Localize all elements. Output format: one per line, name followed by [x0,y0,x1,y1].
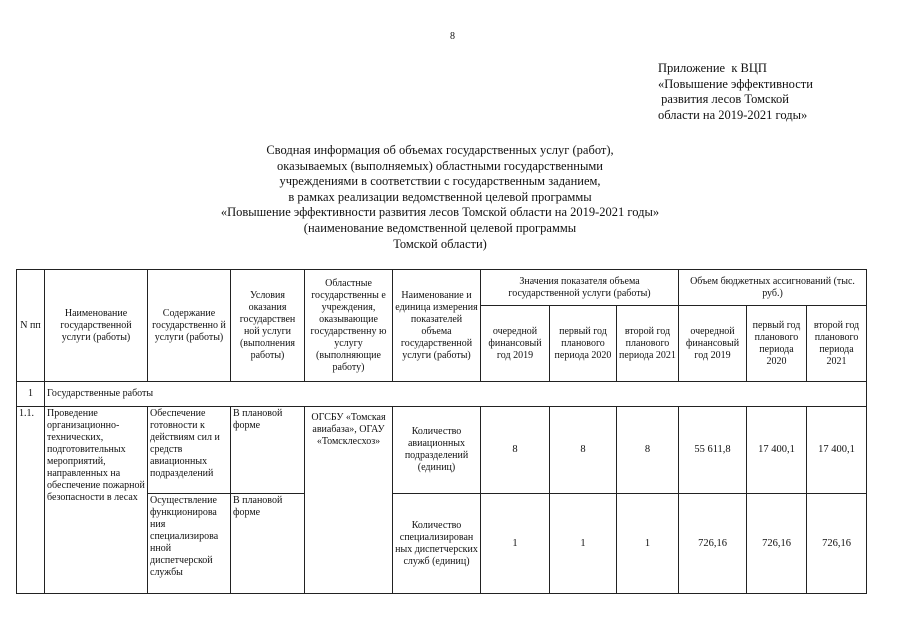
title-line: Сводная информация об объемах государственных услуг (работ), [266,143,614,157]
title-line: Томской области) [393,236,487,251]
header-institutions: Областные государственны е учреждения, оказывающие государственну ю услугу (выполняющие работу) [305,270,393,382]
budget-2021: 17 400,1 [807,407,867,494]
appendix-line: развития лесов Томской [658,92,789,106]
services-table [16,269,867,594]
appendix-line: «Повышение эффективности [658,76,813,91]
header-year-2020: первый год планового периода 2020 [550,306,617,382]
appendix-line: области на 2019-2021 годы» [658,107,808,122]
header-num: N пп [17,270,45,382]
header-service-name: Наименование государственной услуги (работы) [45,270,148,382]
document-title [0,143,880,252]
page-number: 8 [450,31,455,42]
value-2019: 8 [481,407,550,494]
budget-2019: 726,16 [679,494,747,594]
header-year-2021: второй год планового периода 2021 [617,306,679,382]
value-2020: 8 [550,407,617,494]
header-content: Содержание государственно й услуги (работы) [148,270,231,382]
title-line: в рамках реализации ведомственной целевой программы [288,189,592,204]
header-indicator: Наименование и единица измерения показателей объема государственной услуги (работы) [393,270,481,382]
header-budget-2020: первый год планового периода 2020 [747,306,807,382]
section-num: 1 [17,382,45,407]
row-indicator: Количество авиационных подразделений (единиц) [393,407,481,494]
appendix-note [658,61,813,123]
row-indicator: Количество специализирован ных диспетчерских служб (единиц) [393,494,481,594]
value-2020: 1 [550,494,617,594]
budget-2020: 726,16 [747,494,807,594]
title-line: оказываемых (выполняемых) областными государственными [277,158,603,173]
row-num: 1.1. [17,407,45,594]
header-budget-2021: второй год планового периода 2021 [807,306,867,382]
title-line: (наименование ведомственной целевой программы [303,220,577,235]
value-2019: 1 [481,494,550,594]
header-values-group: Значения показателя объема государственной услуги (работы) [481,270,679,306]
title-line: «Повышение эффективности развития лесов Томской области на 2019-2021 годы» [220,205,660,220]
header-conditions: Условия оказания государствен ной услуги (выполнения работы) [231,270,305,382]
budget-2020: 17 400,1 [747,407,807,494]
title-line: учреждениями в соответствии с государственным заданием, [279,174,601,189]
header-budget-group: Объем бюджетных ассигнований (тыс. руб.) [679,270,867,306]
header-budget-2019: очередной финансовый год 2019 [679,306,747,382]
row-institution: ОГСБУ «Томская авиабаза», ОГАУ «Томсклесхоз» [305,407,393,594]
row-service: Проведение организационно-технических, подготовительных мероприятий, направленных на обеспечение пожарной безопасности в лесах [45,407,148,594]
budget-2021: 726,16 [807,494,867,594]
value-2021: 1 [617,494,679,594]
budget-2019: 55 611,8 [679,407,747,494]
section-label: Государственные работы [45,382,867,407]
header-year-2019: очередной финансовый год 2019 [481,306,550,382]
appendix-line: Приложение к ВЦП [658,61,767,75]
row-condition: В плановой форме [231,494,305,594]
row-condition: В плановой форме [231,407,305,494]
row-content: Осуществление функционирова ния специализирова нной диспетчерской службы [148,494,231,594]
row-content: Обеспечение готовности к действиям сил и средств авиационных подразделений [148,407,231,494]
value-2021: 8 [617,407,679,494]
